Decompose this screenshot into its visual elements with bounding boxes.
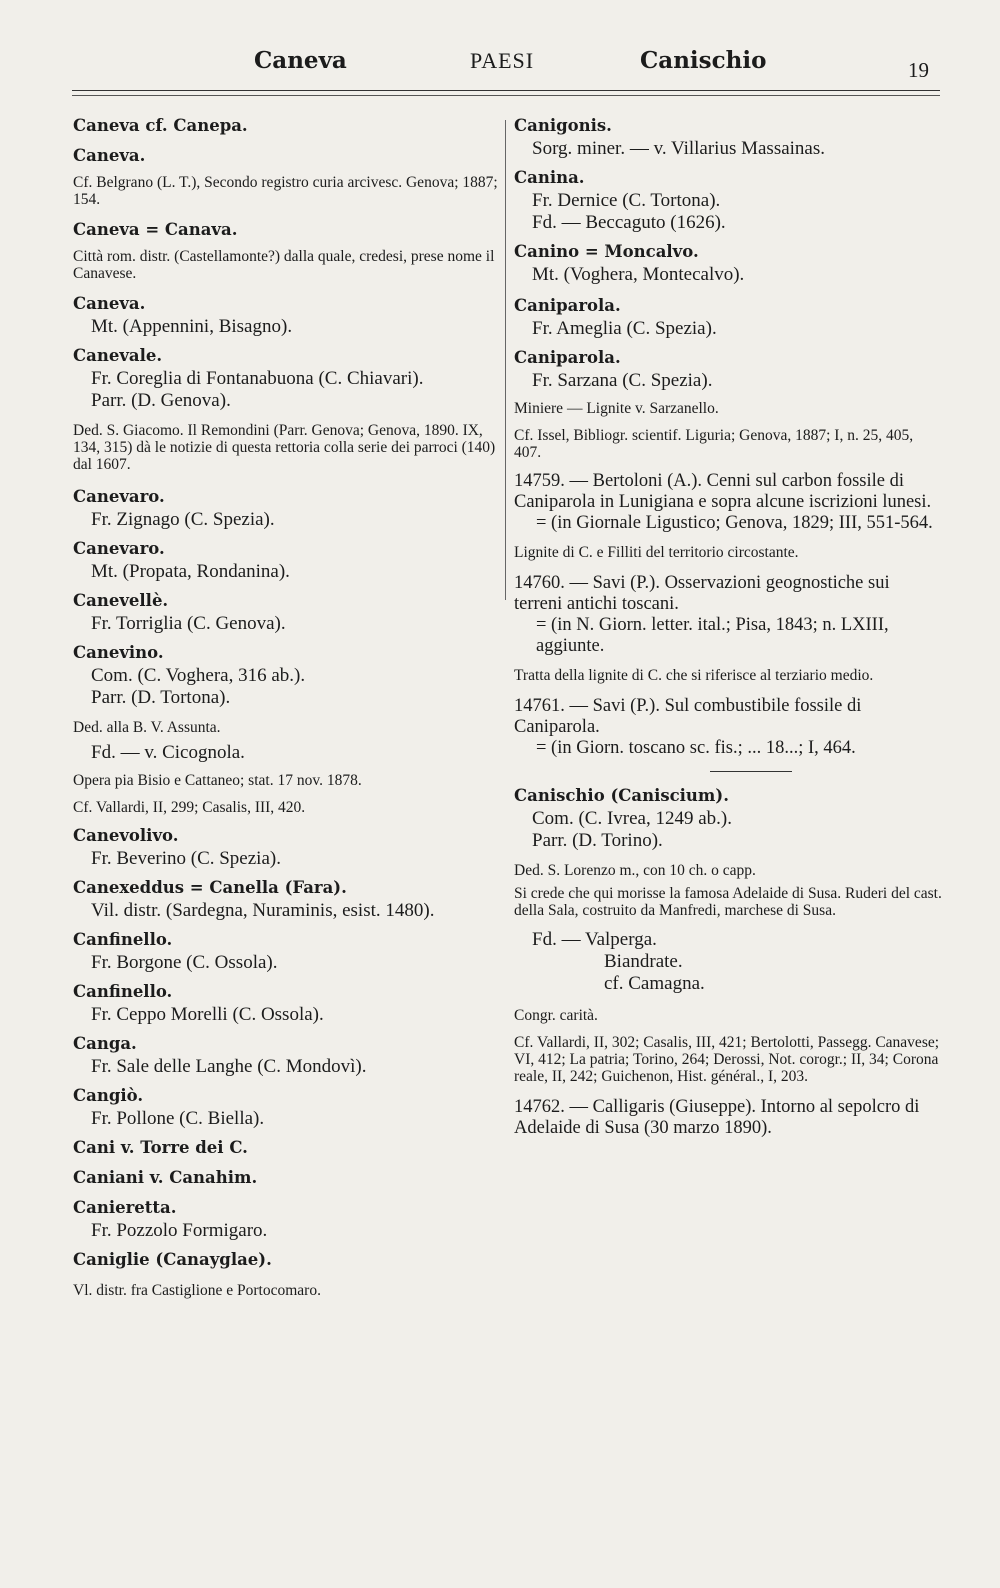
entry-line: Fr. Ceppo Morelli (C. Ossola).: [91, 1004, 324, 1025]
entry-line: Fd. — Beccaguto (1626).: [532, 212, 726, 233]
entry-line: Fr. Borgone (C. Ossola).: [91, 952, 278, 973]
entry-line: Fr. Pollone (C. Biella).: [91, 1108, 265, 1129]
bibliography-entry: 14760. — Savi (P.). Osservazioni geognostiche sui terreni antichi toscani.: [514, 573, 890, 614]
entry-note: Ded. alla B. V. Assunta.: [73, 719, 221, 736]
entry-line: Fr. Torriglia (C. Genova).: [91, 613, 286, 634]
entry-title: Canevino.: [73, 643, 164, 662]
entry-note: Ded. S. Lorenzo m., con 10 ch. o capp.: [514, 862, 756, 879]
entry-line: Fr. Beverino (C. Spezia).: [91, 848, 281, 869]
entry-line: cf. Camagna.: [604, 973, 705, 994]
entry-line: Fr. Pozzolo Formigaro.: [91, 1220, 268, 1241]
entry-line: Biandrate.: [604, 951, 683, 972]
entry-line: Mt. (Appennini, Bisagno).: [91, 316, 293, 337]
bibliography-source: = (in N. Giorn. letter. ital.; Pisa, 1843; n. LXIII, aggiunte.: [536, 615, 889, 656]
header-rule: [72, 90, 940, 91]
section-divider: [710, 771, 792, 772]
entry-note: Cf. Belgrano (L. T.), Secondo registro curia arcivesc. Genova; 1887; 154.: [73, 174, 498, 208]
entry-title: Canino = Moncalvo.: [514, 242, 699, 261]
column-divider: [505, 120, 506, 600]
entry-line: Fr. Dernice (C. Tortona).: [532, 190, 721, 211]
running-head-right: Canischio: [640, 47, 767, 74]
bibliography-entry: 14761. — Savi (P.). Sul combustibile fossile di Caniparola.: [514, 696, 862, 737]
entry-note: Opera pia Bisio e Cattaneo; stat. 17 nov. 1878.: [73, 772, 362, 789]
entry-title: Caneva = Canava.: [73, 220, 238, 239]
entry-note: Cf. Issel, Bibliogr. scientif. Liguria; Genova, 1887; I, n. 25, 405, 407.: [514, 427, 914, 461]
entry-title: Canischio (Caniscium).: [514, 786, 729, 805]
entry-line: Fr. Sarzana (C. Spezia).: [532, 370, 713, 391]
entry-line: Com. (C. Voghera, 316 ab.).: [91, 665, 306, 686]
entry-title: Caneva.: [73, 294, 146, 313]
entry-title: Canevaro.: [73, 487, 165, 506]
entry-title: Canevaro.: [73, 539, 165, 558]
page-number: 19: [908, 58, 929, 82]
entry-note: Città rom. distr. (Castellamonte?) dalla quale, credesi, prese nome il Canavese.: [73, 248, 495, 282]
entry-note: Ded. S. Giacomo. Il Remondini (Parr. Genova; Genova, 1890. IX, 134, 315) dà le notizie di questa rettoria colla serie dei parroci (140) dal 1607.: [73, 422, 496, 473]
entry-line: Parr. (D. Torino).: [532, 830, 663, 851]
entry-note: Vl. distr. fra Castiglione e Portocomaro.: [73, 1282, 321, 1299]
entry-title: Cangiò.: [73, 1086, 144, 1105]
entry-title: Canga.: [73, 1034, 137, 1053]
entry-title: Canevale.: [73, 346, 163, 365]
entry-title: Caneva.: [73, 146, 146, 165]
right-column: [514, 114, 942, 1139]
entry-line: Fr. Ameglia (C. Spezia).: [532, 318, 717, 339]
entry-title: Canigonis.: [514, 116, 612, 135]
running-head-left: Caneva: [254, 47, 347, 74]
entry-line: Fd. — Valperga.: [532, 929, 657, 950]
entry-note: Cf. Vallardi, II, 299; Casalis, III, 420.: [73, 799, 306, 816]
entry-note: Cf. Vallardi, II, 302; Casalis, III, 421; Bertolotti, Passegg. Canavese; VI, 412; La patria; Torino, 264; Derossi, Not. corogr.; II, 34; Corona reale, II, 242; Guichenon, Hist. général., I, 203.: [514, 1034, 940, 1085]
entry-line: Fr. Zignago (C. Spezia).: [91, 509, 275, 530]
entry-title: Canina.: [514, 168, 585, 187]
bibliography-entry: 14759. — Bertoloni (A.). Cenni sul carbon fossile di Caniparola in Lunigiana e sopra alcune iscrizioni lunesi.: [514, 471, 932, 512]
entry-title: Canfinello.: [73, 930, 173, 949]
entry-line: Mt. (Voghera, Montecalvo).: [532, 264, 745, 285]
entry-title: Canfinello.: [73, 982, 173, 1001]
entry-title: Caniparola.: [514, 296, 621, 315]
left-column: [73, 114, 498, 1299]
entry-line: Fd. — v. Cicognola.: [91, 742, 245, 763]
running-head-center: PAESI: [470, 48, 535, 73]
entry-line: Vil. distr. (Sardegna, Nuraminis, esist. 1480).: [91, 900, 435, 921]
entry-line: Mt. (Propata, Rondanina).: [91, 561, 290, 582]
entry-title: Caniglie (Canayglae).: [73, 1250, 272, 1269]
bibliography-source: = (in Giornale Ligustico; Genova, 1829; III, 551-564.: [536, 513, 933, 533]
entry-line: Com. (C. Ivrea, 1249 ab.).: [532, 808, 732, 829]
entry-line: Sorg. miner. — v. Villarius Massainas.: [532, 138, 825, 159]
entry-note: Si crede che qui morisse la famosa Adelaide di Susa. Ruderi del cast. della Sala, costruito da Manfredi, marchese di Susa.: [514, 885, 942, 919]
entry-title: Cani v. Torre dei C.: [73, 1138, 248, 1157]
entry-title: Canevellè.: [73, 591, 169, 610]
entry-note: Congr. carità.: [514, 1007, 598, 1024]
entry-line: Parr. (D. Tortona).: [91, 687, 231, 708]
header-rule-secondary: [72, 95, 940, 96]
entry-title: Canevolivo.: [73, 826, 179, 845]
entry-title: Canieretta.: [73, 1198, 177, 1217]
entry-title: Canexeddus = Canella (Fara).: [73, 878, 347, 897]
bibliography-source: = (in Giorn. toscano sc. fis.; ... 18...; I, 464.: [536, 738, 856, 758]
bibliography-entry: 14762. — Calligaris (Giuseppe). Intorno al sepolcro di Adelaide di Susa (30 marzo 1890).: [514, 1097, 920, 1138]
entry-note: Lignite di C. e Filliti del territorio circostante.: [514, 544, 799, 561]
entry-line: Parr. (D. Genova).: [91, 390, 231, 411]
entry-line: Fr. Sale delle Langhe (C. Mondovì).: [91, 1056, 367, 1077]
entry-title: Caniparola.: [514, 348, 621, 367]
entry-note: Miniere — Lignite v. Sarzanello.: [514, 400, 719, 417]
entry-note: Tratta della lignite di C. che si riferisce al terziario medio.: [514, 667, 874, 684]
entry-line: Fr. Coreglia di Fontanabuona (C. Chiavari).: [91, 368, 424, 389]
entry-title: Caniani v. Canahim.: [73, 1168, 258, 1187]
entry-title: Caneva cf. Canepa.: [73, 116, 248, 135]
